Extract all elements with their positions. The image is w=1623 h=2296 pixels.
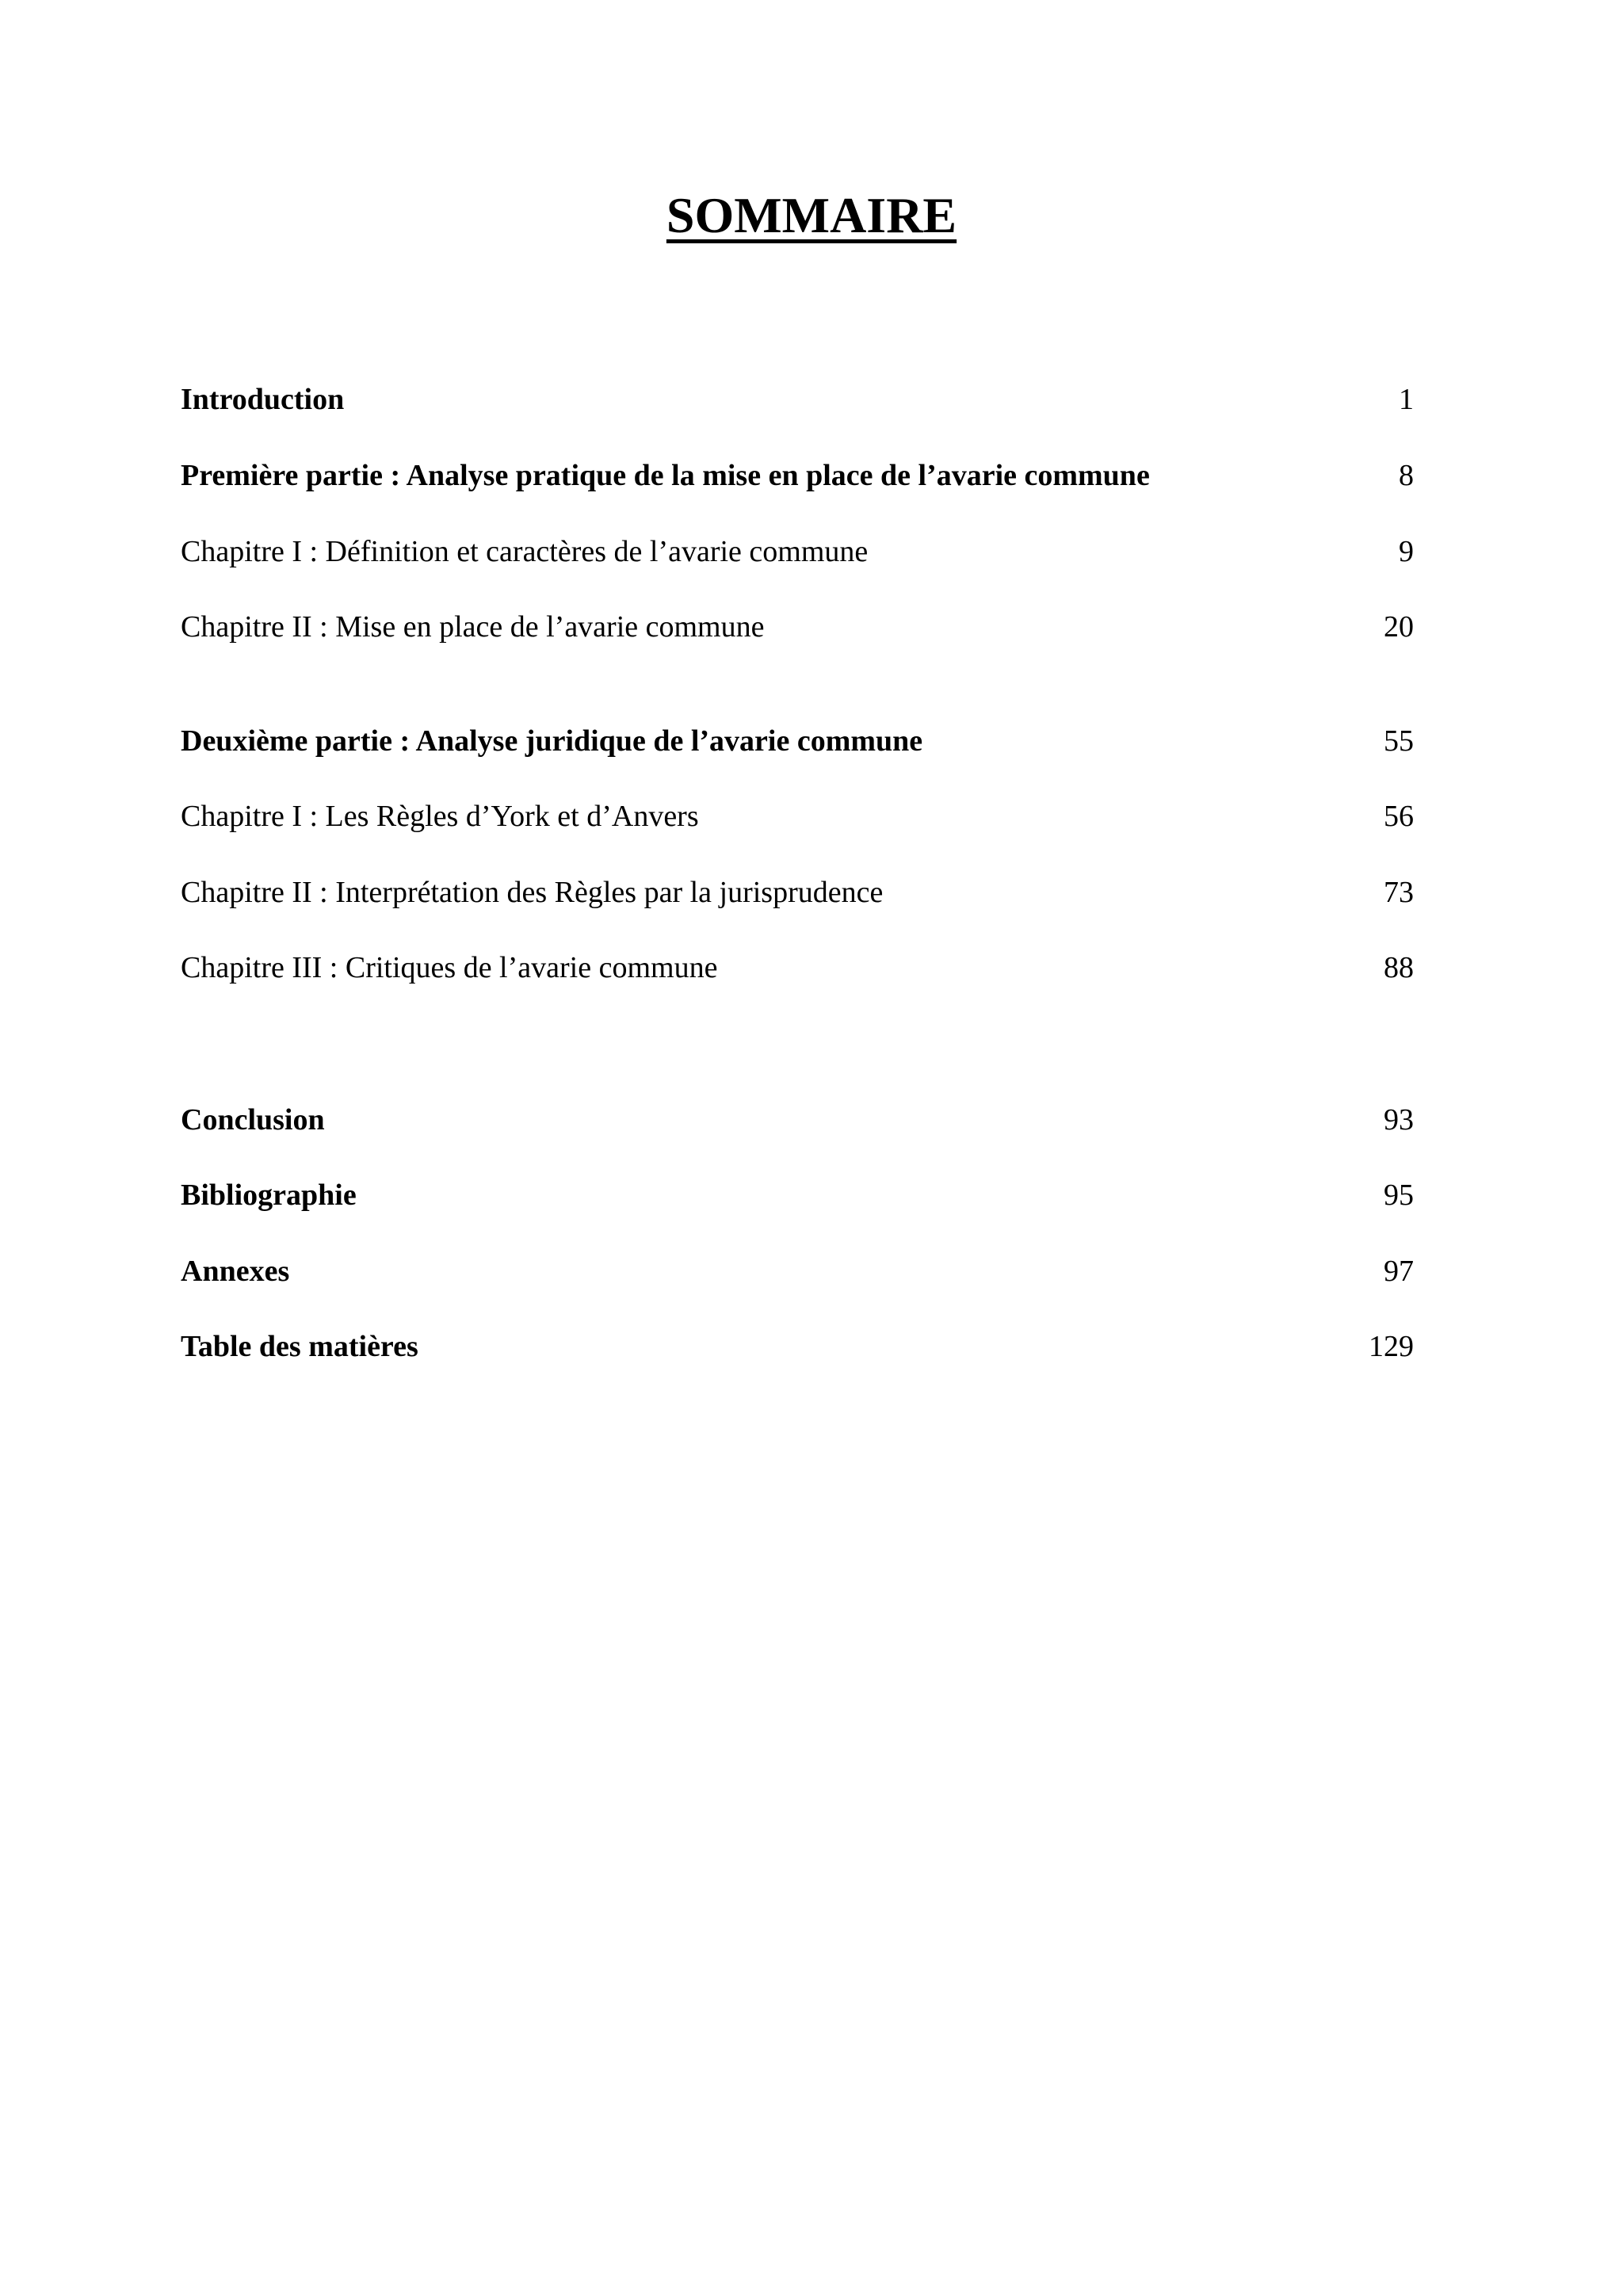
toc-entry-label: Annexes bbox=[181, 1255, 290, 1288]
toc-entry-premiere-partie[interactable] bbox=[181, 452, 1414, 499]
toc-entry-bibliographie[interactable] bbox=[181, 1171, 1414, 1219]
title-text: SOMMAIRE bbox=[666, 187, 957, 243]
toc-entry-conclusion[interactable] bbox=[181, 1096, 1414, 1144]
toc-entry-page: 1 bbox=[1399, 383, 1414, 416]
toc-entry-label: Chapitre II : Interprétation des Règles par la jurisprudence bbox=[181, 876, 884, 909]
toc-entry-label: Chapitre I : Les Règles d’York et d’Anvers bbox=[181, 800, 699, 833]
toc-entry-label: Première partie : Analyse pratique de la mise en place de l’avarie commune bbox=[181, 459, 1150, 492]
toc-entry-label: Table des matières bbox=[181, 1330, 418, 1363]
toc-entry-page: 9 bbox=[1399, 535, 1414, 568]
toc-entry-label: Introduction bbox=[181, 383, 345, 416]
toc-entry-page: 73 bbox=[1384, 876, 1414, 909]
toc-entry-page: 88 bbox=[1384, 951, 1414, 984]
toc-entry-page: 20 bbox=[1384, 610, 1414, 644]
toc-entry-label: Chapitre III : Critiques de l’avarie commune bbox=[181, 951, 718, 984]
toc-entry-page: 95 bbox=[1384, 1179, 1414, 1212]
toc-entry-label: Chapitre II : Mise en place de l’avarie commune bbox=[181, 610, 765, 644]
toc-entry-chapitre-1b[interactable] bbox=[181, 793, 1414, 840]
toc-entry-chapitre-3b[interactable] bbox=[181, 944, 1414, 991]
toc-entry-table-des-matieres[interactable] bbox=[181, 1323, 1414, 1370]
toc-entry-label: Bibliographie bbox=[181, 1179, 357, 1212]
toc-entry-annexes[interactable] bbox=[181, 1247, 1414, 1295]
toc-entry-page: 56 bbox=[1384, 800, 1414, 833]
toc-entry-chapitre-1a[interactable] bbox=[181, 528, 1414, 575]
toc-entry-label: Chapitre I : Définition et caractères de l’avarie commune bbox=[181, 535, 869, 568]
toc-entry-chapitre-2a[interactable] bbox=[181, 603, 1414, 651]
toc-entry-label: Conclusion bbox=[181, 1103, 325, 1137]
toc-entry-page: 97 bbox=[1384, 1255, 1414, 1288]
toc-entry-page: 55 bbox=[1384, 724, 1414, 758]
toc-entry-page: 8 bbox=[1399, 459, 1414, 492]
page-title bbox=[0, 187, 1623, 243]
toc-entry-label: Deuxième partie : Analyse juridique de l’avarie commune bbox=[181, 724, 923, 758]
toc-entry-page: 93 bbox=[1384, 1103, 1414, 1137]
toc-entry-chapitre-2b[interactable] bbox=[181, 869, 1414, 916]
toc-entry-introduction[interactable] bbox=[181, 376, 1414, 423]
toc-entry-page: 129 bbox=[1369, 1330, 1414, 1363]
toc-entry-deuxieme-partie[interactable] bbox=[181, 717, 1414, 765]
